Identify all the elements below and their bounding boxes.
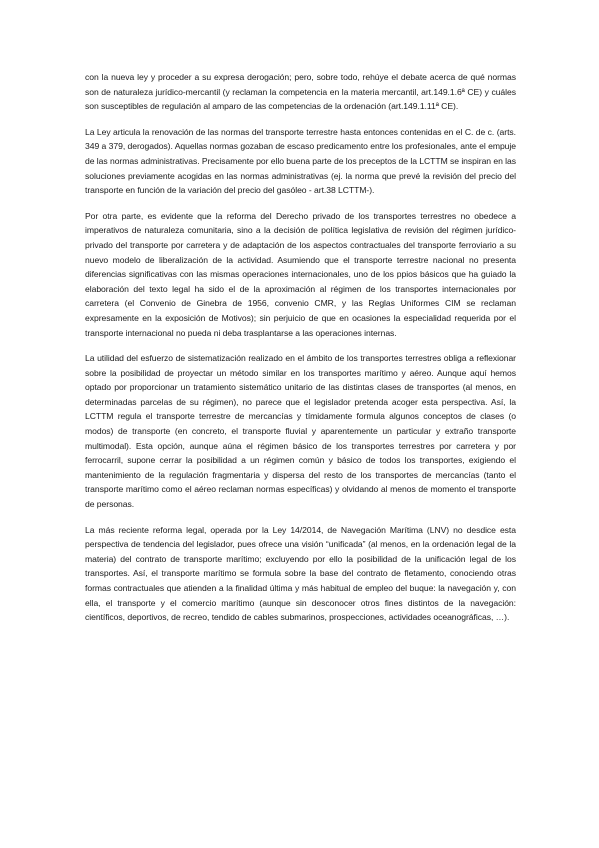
paragraph-5: La más reciente reforma legal, operada por la Ley 14/2014, de Navegación Marítima (LNV) no desdice esta perspectiva de tendencia del legislador, pues ofrece una visión “unificada” (al menos, en la ordenación legal de la materia) del contrato de transporte marítimo; excluyendo por ello la posibilidad de la unificación legal de los transportes. Así, el transporte marítimo se formula sobre la base del contrato de fletamento, conociendo otras formas contractuales que atienden a la finalidad última y más habitual de empleo del buque: la navegación y, con ella, el transporte y el comercio marítimo (aunque sin desconocer otros fines distintos de la navegación: científicos, deportivos, de recreo, tendido de cables submarinos, prospecciones, actividades oceanográficas, …). [85, 524, 516, 623]
document-page [85, 70, 516, 636]
paragraph-1: con la nueva ley y proceder a su expresa derogación; pero, sobre todo, rehúye el debate acerca de qué normas son de naturaleza jurídico-mercantil (y reclaman la competencia en la materia mercantil, art.149.1.6ª CE) y cuáles son susceptibles de regulación al amparo de las competencias de la ordenación (art.149.1.11ª CE). [85, 72, 516, 112]
paragraph-4: La utilidad del esfuerzo de sistematización realizado en el ámbito de los transportes terrestres obliga a reflexionar sobre la posibilidad de proyectar un método similar en los transportes marítimo y aéreo. Aunque aquí hemos optado por proporcionar un tratamiento sistemático unitario de las distintas clases de transportes (al menos, en determinadas parcelas de su régimen), no parece que el legislador pretenda acoger esta perspectiva. Así, la LCTTM regula el transporte terrestre de mercancías y tímidamente formula algunos conceptos de clases (o modos) de transporte (en concreto, el transporte fluvial y aparentemente un particular y extraño transporte multimodal). Esta opción, aunque aúna el régimen básico de los transportes terrestres por carretera y por ferrocarril, supone cerrar la posibilidad a un régimen común y básico de todos los transportes, exigiendo el mantenimiento de la regulación fragmentaria y dispersa del resto de los transportes de mercancías (tanto el transporte marítimo como el aéreo reclaman normas específicas) y olvidando al menos de momento el transporte de personas. [85, 353, 516, 510]
paragraph-2: La Ley articula la renovación de las normas del transporte terrestre hasta entonces contenidas en el C. de c. (arts. 349 a 379, derogados). Aquellas normas gozaban de escaso predicamento entre los profesionales, ante el empuje de las normas administrativas. Precisamente por ello buena parte de los preceptos de la LCTTM se inspiran en las soluciones previamente acogidas en las normas administrativas (ej. la norma que prevé la revisión del precio del transporte en función de la variación del precio del gasóleo - art.38 LCTTM-). [85, 126, 516, 196]
paragraph-3: Por otra parte, es evidente que la reforma del Derecho privado de los transportes terrestres no obedece a imperativos de naturaleza comunitaria, sino a la decisión de política legislativa de revisión del régimen jurídico-privado del transporte por carretera y de adaptación de los aspectos contractuales del transporte ferroviario a su nuevo modelo de liberalización de la actividad. Asumiendo que el transporte terrestre nacional no presenta diferencias significativas con las mismas operaciones internacionales, uno de los ppios básicos que ha guiado la elaboración del texto legal ha sido el de la aproximación al régimen de los transportes internacionales por carretera (el Convenio de Ginebra de 1956, convenio CMR, y las Reglas Uniformes CIM se reclaman expresamente en la exposición de Motivos); sin perjuicio de que en ocasiones la especialidad requerida por el transporte internacional no pueda ni deba trasplantarse a las operaciones internas. [85, 210, 516, 338]
